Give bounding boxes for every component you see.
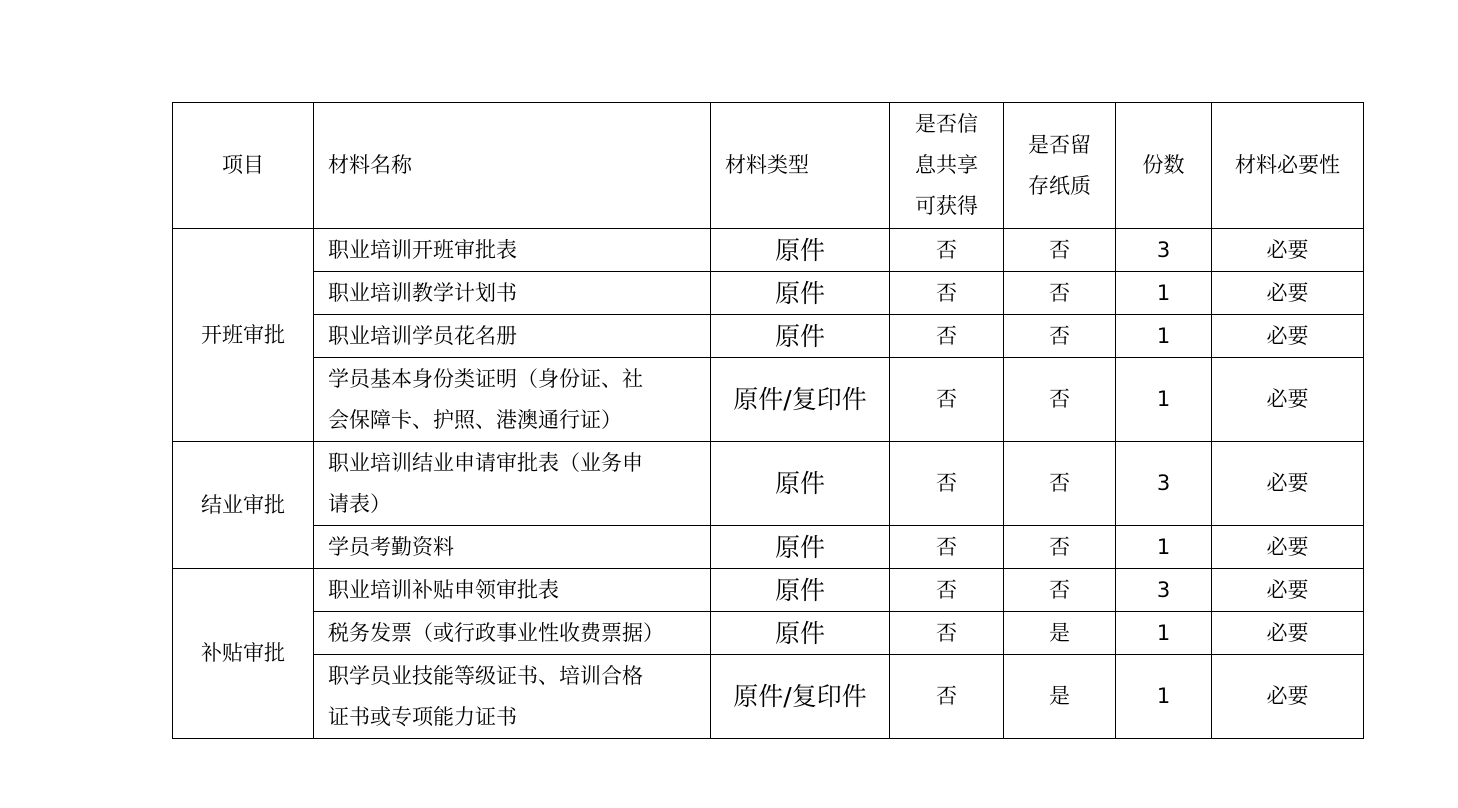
material-name: 税务发票（或行政事业性收费票据）	[314, 612, 711, 655]
table-row	[173, 272, 1364, 315]
copies-value: 3	[1116, 229, 1212, 272]
copies-value: 1	[1116, 315, 1212, 358]
material-type: 原件	[711, 272, 890, 315]
necessity-value: 必要	[1212, 655, 1364, 739]
material-name: 职业培训教学计划书	[314, 272, 711, 315]
header-necessity: 材料必要性	[1212, 103, 1364, 229]
material-type: 原件	[711, 612, 890, 655]
material-type: 原件	[711, 569, 890, 612]
materials-table	[172, 102, 1364, 739]
material-name: 职业培训开班审批表	[314, 229, 711, 272]
info-share-value: 否	[890, 272, 1004, 315]
info-share-value: 否	[890, 612, 1004, 655]
necessity-value: 必要	[1212, 229, 1364, 272]
table-row	[173, 358, 1364, 442]
info-share-value: 否	[890, 442, 1004, 526]
info-share-value: 否	[890, 358, 1004, 442]
header-info-share	[890, 103, 1004, 229]
material-type: 原件	[711, 315, 890, 358]
keep-paper-value: 否	[1004, 526, 1116, 569]
header-copies: 份数	[1116, 103, 1212, 229]
keep-paper-value: 否	[1004, 315, 1116, 358]
info-share-value: 否	[890, 229, 1004, 272]
keep-paper-value: 否	[1004, 358, 1116, 442]
header-row	[173, 103, 1364, 229]
necessity-value: 必要	[1212, 612, 1364, 655]
copies-value: 1	[1116, 526, 1212, 569]
copies-value: 1	[1116, 358, 1212, 442]
material-name: 职学员业技能等级证书、培训合格 证书或专项能力证书	[314, 655, 711, 739]
necessity-value: 必要	[1212, 315, 1364, 358]
material-name: 职业培训结业申请审批表（业务申 请表）	[314, 442, 711, 526]
keep-paper-value: 否	[1004, 272, 1116, 315]
table-row	[173, 442, 1364, 526]
table-row	[173, 526, 1364, 569]
table-row	[173, 655, 1364, 739]
header-info-share-text: 是否信 息共享 可获得	[915, 112, 978, 218]
copies-value: 1	[1116, 655, 1212, 739]
table-row	[173, 612, 1364, 655]
group-name: 补贴审批	[173, 569, 314, 739]
copies-value: 3	[1116, 569, 1212, 612]
group-name: 结业审批	[173, 442, 314, 569]
keep-paper-value: 否	[1004, 442, 1116, 526]
info-share-value: 否	[890, 569, 1004, 612]
material-name: 职业培训学员花名册	[314, 315, 711, 358]
necessity-value: 必要	[1212, 358, 1364, 442]
group-name: 开班审批	[173, 229, 314, 442]
necessity-value: 必要	[1212, 442, 1364, 526]
material-name: 学员考勤资料	[314, 526, 711, 569]
material-name: 学员基本身份类证明（身份证、社 会保障卡、护照、港澳通行证）	[314, 358, 711, 442]
necessity-value: 必要	[1212, 272, 1364, 315]
table-row	[173, 315, 1364, 358]
info-share-value: 否	[890, 655, 1004, 739]
keep-paper-value: 否	[1004, 229, 1116, 272]
info-share-value: 否	[890, 315, 1004, 358]
material-type: 原件/复印件	[711, 358, 890, 442]
material-type: 原件/复印件	[711, 655, 890, 739]
necessity-value: 必要	[1212, 569, 1364, 612]
table-row	[173, 229, 1364, 272]
info-share-value: 否	[890, 526, 1004, 569]
keep-paper-value: 是	[1004, 612, 1116, 655]
header-keep-paper	[1004, 103, 1116, 229]
material-type: 原件	[711, 442, 890, 526]
copies-value: 1	[1116, 272, 1212, 315]
material-type: 原件	[711, 526, 890, 569]
keep-paper-value: 是	[1004, 655, 1116, 739]
material-name: 职业培训补贴申领审批表	[314, 569, 711, 612]
table-row	[173, 569, 1364, 612]
header-item: 项目	[173, 103, 314, 229]
copies-value: 1	[1116, 612, 1212, 655]
copies-value: 3	[1116, 442, 1212, 526]
keep-paper-value: 否	[1004, 569, 1116, 612]
header-material-name: 材料名称	[314, 103, 711, 229]
header-keep-paper-text: 是否留 存纸质	[1028, 132, 1091, 198]
material-type: 原件	[711, 229, 890, 272]
necessity-value: 必要	[1212, 526, 1364, 569]
header-material-type: 材料类型	[711, 103, 890, 229]
